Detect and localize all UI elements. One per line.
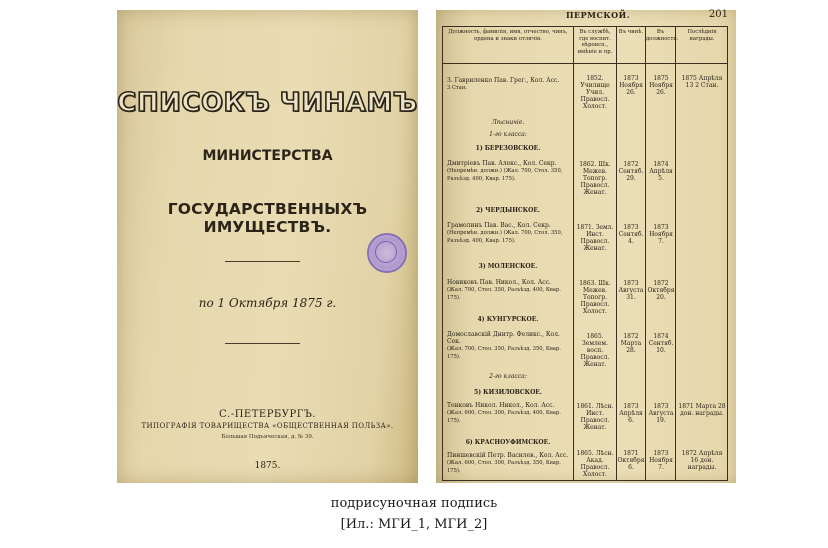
- official-name: Новиковъ Пав. Никол., Кол. Асс.: [447, 279, 551, 286]
- official-name: Тенковъ Никол. Никол., Кол. Асс.: [447, 402, 555, 409]
- official-name: Грамолинъ Пав. Вас., Кол. Секр.: [447, 222, 551, 229]
- section-heading: 5) КИЗИЛОВСКОЕ.: [474, 389, 542, 396]
- official-name: Домославскій Днитр. Феликс., Кол. Сек.: [447, 331, 560, 345]
- page-heading: ПЕРМСКОЙ.: [566, 10, 630, 20]
- title-page-image: [117, 10, 418, 483]
- publication-year: 1875.: [254, 461, 281, 471]
- header-position: Должность, фамилія, имя, отчество, чинъ, ордена и знаки отличія.: [448, 29, 568, 42]
- caption-text: подрисуночная подпись: [330, 496, 498, 511]
- service-cell: 1862. Шк. Межев. Топогр. Правосл. Женат.: [579, 161, 611, 196]
- post-date-cell: 1875 Ноября 26.: [649, 75, 673, 96]
- printer-name: ТИПОГРАФІЯ ТОВАРИЩЕСТВА «ОБЩЕСТВЕННАЯ ПОЛЬЗА».: [141, 422, 394, 430]
- column-divider: [675, 27, 676, 480]
- service-cell: 1852. Училище Учил. Правосл. Холост.: [580, 75, 610, 110]
- rank-date-cell: 1872 Марта 28.: [620, 333, 642, 354]
- section-heading: 1-го класса:: [489, 131, 527, 138]
- divider-rule: [225, 261, 300, 262]
- divider-rule: [225, 343, 300, 344]
- official-note: (Жал. 600, Стол. 300, Разъѣзд. 400, Квар. 175).: [447, 410, 561, 424]
- officials-table: [442, 26, 728, 481]
- section-heading: Лѣсничіе.: [491, 119, 525, 126]
- official-name: Пиншевскій Петр. Василев., Кол. Асс.: [447, 452, 569, 459]
- rank-date-cell: 1873 Ноября 26.: [619, 75, 643, 96]
- post-date-cell: 1872 Октября 20.: [647, 280, 675, 301]
- header-service: Въ службѣ, где воспит. вѣроисп., имѣніе и пр.: [577, 29, 613, 55]
- section-heading: 2) ЧЕРДЫНСКОЕ.: [475, 207, 540, 214]
- printer-address: Большая Подъяческая, д. № 39.: [221, 434, 314, 440]
- header-rank: Въ чинѣ.: [618, 29, 644, 35]
- post-date-cell: 1873 Ноября 7.: [649, 450, 673, 471]
- page-number: 201: [708, 9, 728, 20]
- service-cell: 1863. Шк. Межев. Топогр. Правосл. Холост.: [579, 280, 611, 315]
- award-cell: 1871 Марта 28 дон. награды.: [678, 403, 726, 417]
- official-name: Дмитріевъ Пав. Алекс., Кол. Секр.: [447, 160, 557, 167]
- section-heading: 3) МОЛЕНСКОЕ.: [478, 263, 538, 270]
- service-cell: 1865. Землем. восп. Правосл. Женат.: [580, 333, 610, 368]
- section-heading: 1) БЕРЕЗОВСКОЕ.: [475, 145, 541, 152]
- post-date-cell: 1874 Апрѣля 5.: [649, 161, 673, 182]
- header-post: Въ должности.: [646, 29, 679, 42]
- award-cell: 1872 Апрѣля 16 дон. награды.: [681, 450, 723, 471]
- rank-date-cell: 1873 Апрѣля 6.: [619, 403, 643, 424]
- date-line: по 1 Октября 1875 г.: [198, 296, 337, 310]
- service-cell: 1871. Земл. Инст. Правосл. Женат.: [576, 224, 614, 252]
- header-awards: Послѣднія награды.: [687, 29, 717, 42]
- book-subtitle-property: ГОСУДАРСТВЕННЫХЪ ИМУЩЕСТВЪ.: [167, 200, 368, 236]
- official-name: 3. Гавриленко Пав. Грег., Кол. Асс.: [447, 77, 560, 84]
- official-note: (Жал. 700, Стол. 350, Разъѣзд. 350, Квар. 175).: [447, 346, 561, 360]
- official-note: (Жал. 700, Стол. 350, Разъѣзд. 400, Квар. 175).: [447, 287, 561, 301]
- section-heading: 6) КРАСНОУФИМСКОЕ.: [465, 439, 551, 446]
- award-cell: 1875 Апрѣля 13 2 Стан.: [681, 75, 723, 89]
- publication-city: С.-ПЕТЕРБУРГЪ.: [219, 409, 316, 420]
- book-subtitle-ministry: МИНИСТЕРСТВА: [202, 148, 333, 164]
- table-page-image: [436, 10, 736, 483]
- rank-date-cell: 1873 Августа 31.: [618, 280, 644, 301]
- column-divider: [645, 27, 646, 480]
- official-note: 3 Стан.: [447, 85, 467, 91]
- rank-date-cell: 1873 Сентяб. 4.: [618, 224, 644, 245]
- section-heading: 4) КУНГУРСКОЕ.: [477, 316, 539, 323]
- post-date-cell: 1874 Сентяб. 10.: [648, 333, 674, 354]
- service-cell: 1865. Лѣсн. Акад. Правосл. Холост.: [576, 450, 614, 478]
- official-note: (Непремѣн. должн.) (Жал. 700, Стол. 350, Разъѣзд. 400, Квар. 175).: [447, 230, 563, 244]
- rank-date-cell: 1871 Октября 6.: [617, 450, 645, 471]
- header-divider: [443, 63, 727, 64]
- figure-caption: [0, 493, 828, 535]
- library-stamp: [367, 233, 407, 273]
- post-date-cell: 1873 Августа 19.: [648, 403, 674, 424]
- book-title: СПИСОКЪ ЧИНАМЪ: [117, 88, 418, 118]
- caption-reference: [Ил.: МГИ_1, МГИ_2]: [340, 517, 488, 532]
- service-cell: 1861. Лѣсн. Инст. Правосл. Женат.: [576, 403, 614, 431]
- official-note: (Непремѣн. должн.) (Жал. 700, Стол. 350, Разъѣзд. 400, Квар. 175).: [447, 168, 563, 182]
- official-note: (Жал. 600, Стол. 300, Разъѣзд. 350, Квар. 175).: [447, 460, 561, 474]
- section-heading: 2-го класса:: [489, 373, 527, 380]
- post-date-cell: 1873 Ноября 7.: [649, 224, 673, 245]
- rank-date-cell: 1872 Сентяб. 29.: [618, 161, 644, 182]
